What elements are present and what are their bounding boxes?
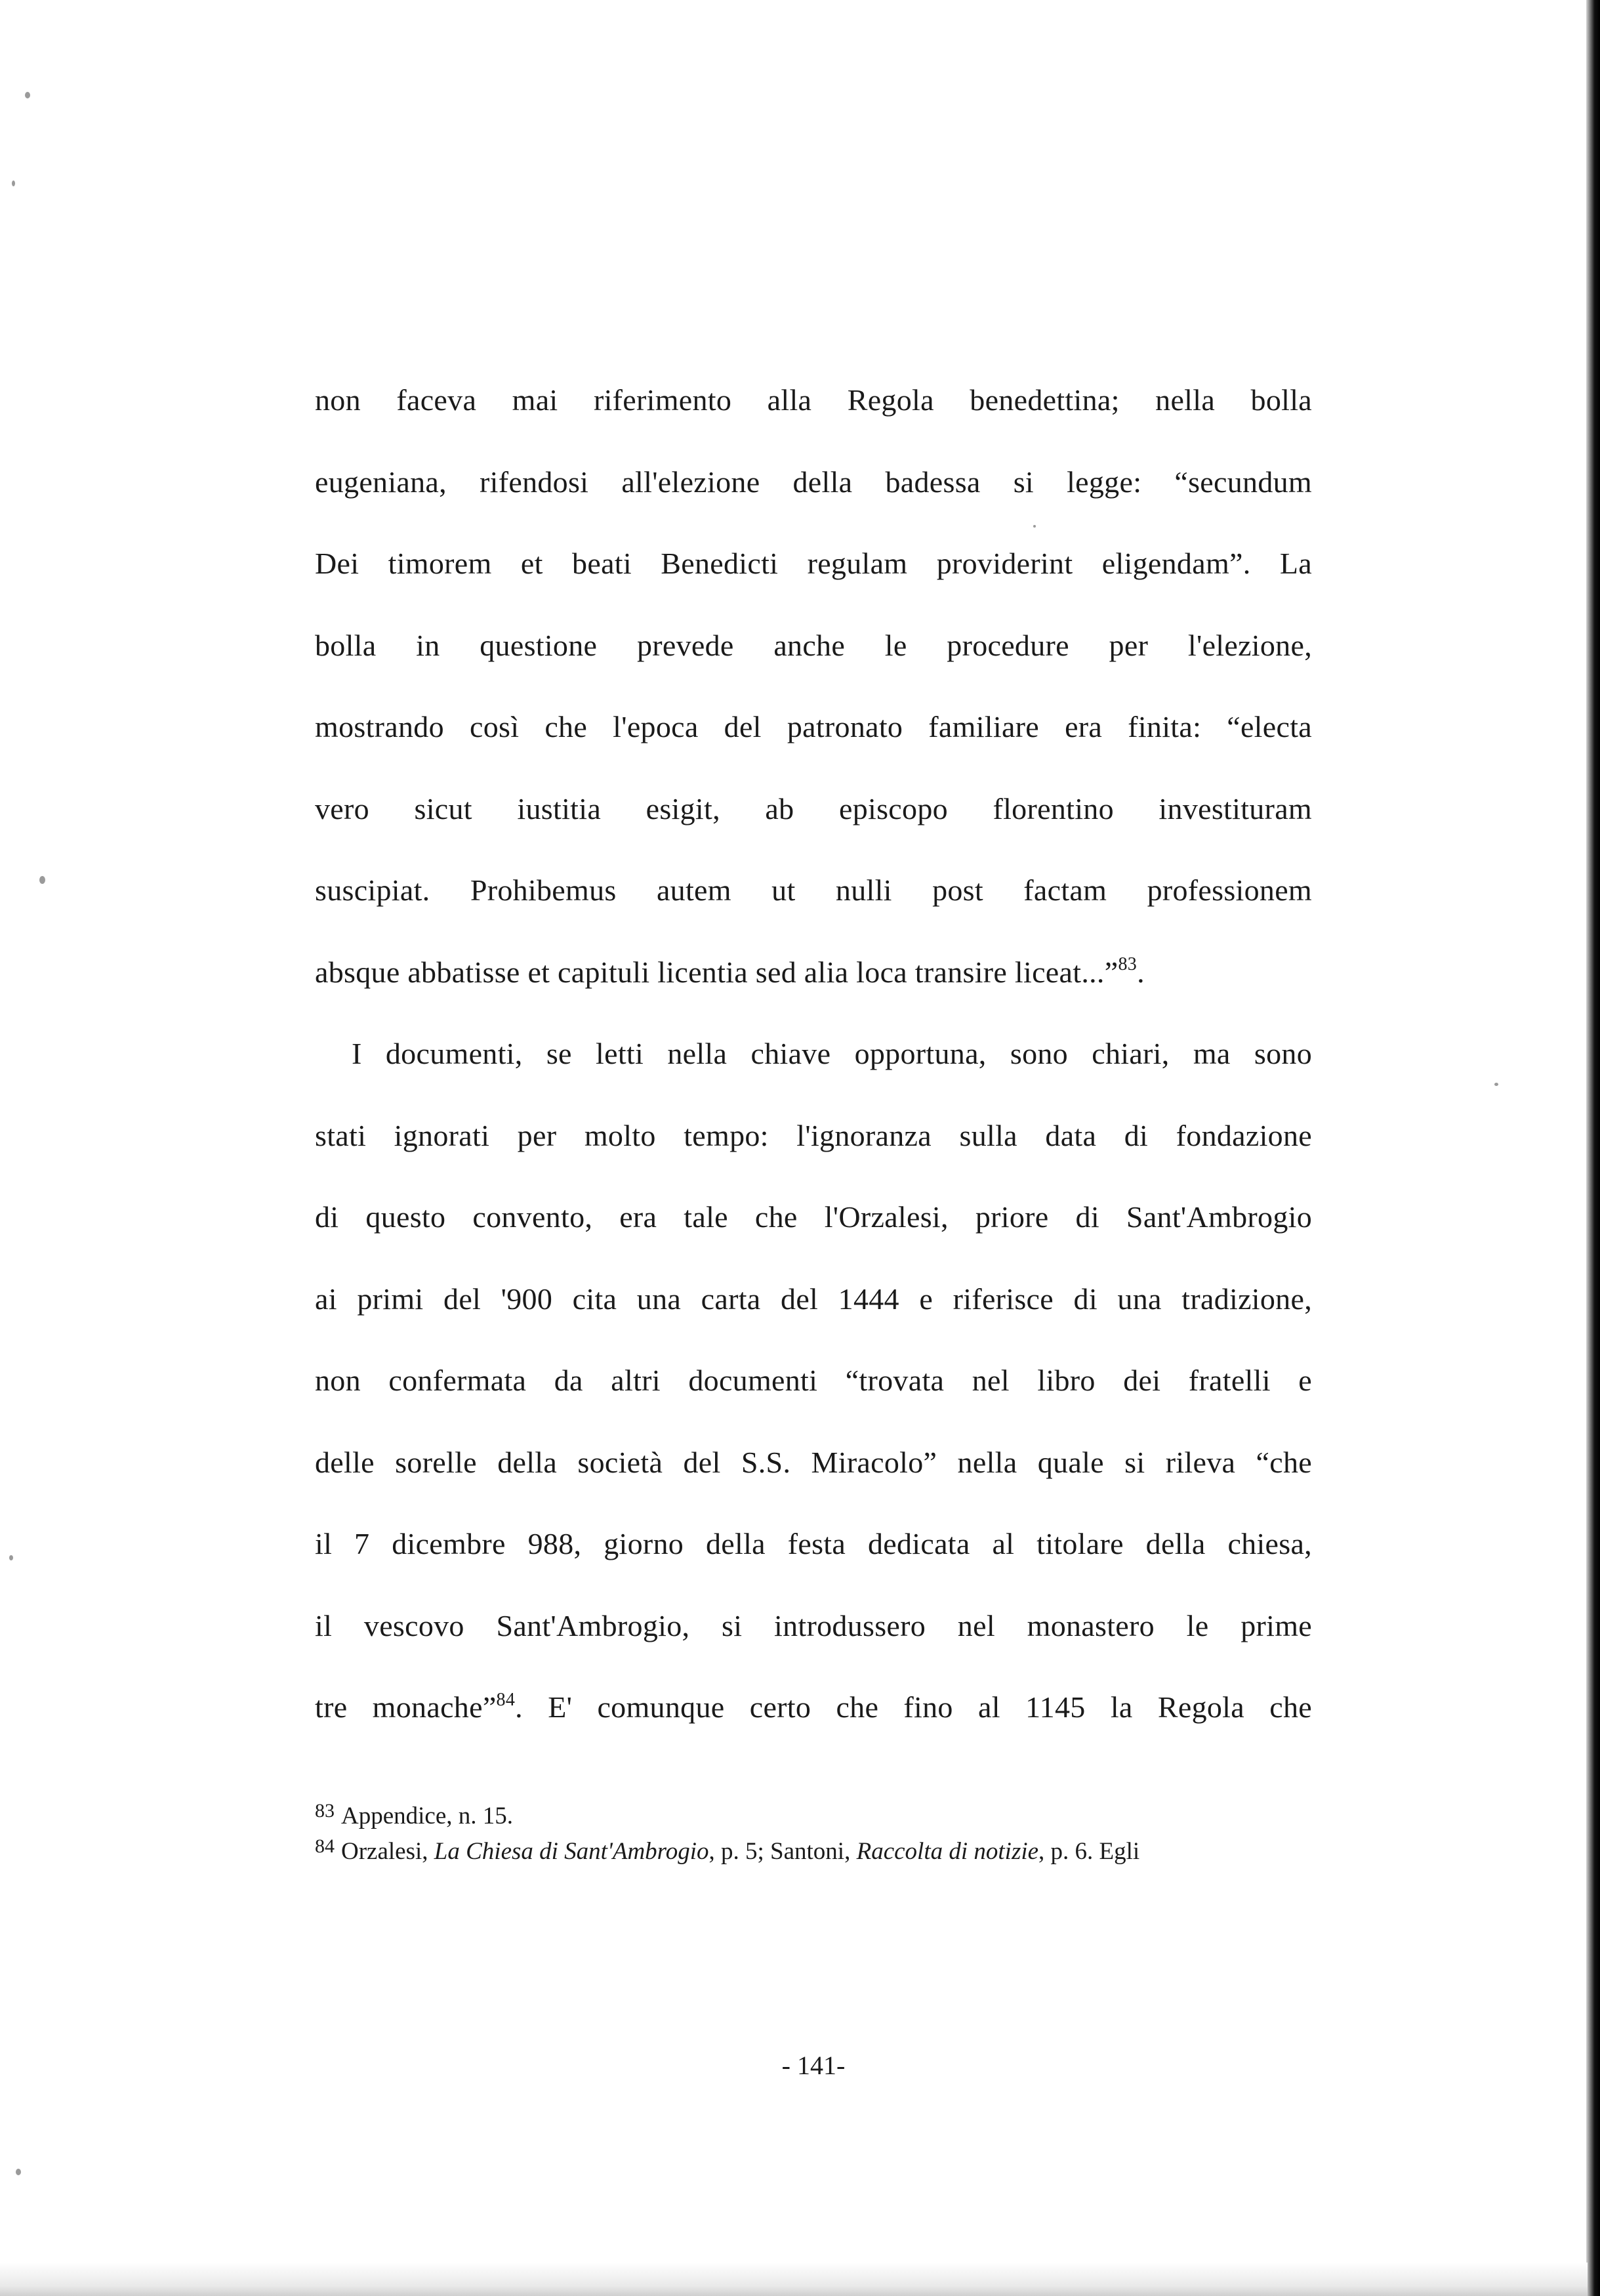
text-line: Dei timorem et beati Benedicti regulam providerint eligendam”. La <box>315 547 1312 580</box>
footnote-text: , p. 5; Santoni, <box>708 1838 857 1865</box>
text-line: non confermata da altri documenti “trovata nel libro dei fratelli e <box>315 1364 1312 1397</box>
text-line: il vescovo Sant'Ambrogio, si introdussero nel monastero le prime <box>315 1608 1312 1642</box>
scan-speck <box>12 180 15 186</box>
scan-edge-bottom <box>0 2263 1588 2296</box>
footnote-text: , p. 6. Egli <box>1038 1838 1140 1865</box>
scan-speck <box>39 876 45 884</box>
footnote-ref-83: 83 <box>1118 954 1138 975</box>
footnote-number: 84 <box>315 1835 335 1857</box>
footnote-text: Orzalesi, <box>341 1838 434 1865</box>
text-span: . E' comunque certo che fino al 1145 la Regola che <box>515 1690 1312 1724</box>
text-line: di questo convento, era tale che l'Orzalesi, priore di Sant'Ambrogio <box>315 1200 1312 1234</box>
text-line: stati ignorati per molto tempo: l'ignoranza sulla data di fondazione <box>315 1118 1312 1152</box>
scan-speck <box>25 92 30 98</box>
text-line <box>315 1686 1312 1768</box>
scan-speck <box>9 1555 13 1560</box>
footnote-number: 83 <box>315 1800 335 1822</box>
text-line: bolla in questione prevede anche le procedure per l'elezione, <box>315 628 1312 662</box>
text-span: absque abbatisse et capituli licentia sed alia loca transire liceat...” <box>315 955 1118 989</box>
footnote-text: Appendice, n. 15. <box>341 1803 514 1829</box>
scan-speck <box>16 2169 21 2175</box>
scan-edge-right <box>1586 0 1600 2296</box>
footnote-title: La Chiesa di Sant'Ambrogio <box>434 1838 709 1865</box>
text-line: delle sorelle della società del S.S. Miracolo” nella quale si rileva “che <box>315 1445 1312 1479</box>
text-line: vero sicut iustitia esigit, ab episcopo florentino investituram <box>315 791 1312 825</box>
text-line: suscipiat. Prohibemus autem ut nulli post factam professionem <box>315 873 1312 907</box>
text-line: ai primi del '900 cita una carta del 1444 e riferisce di una tradizione, <box>315 1282 1312 1316</box>
footnote-83 <box>315 1799 1312 1835</box>
body-text <box>315 379 1312 1768</box>
text-line: eugeniana, rifendosi all'elezione della badessa si legge: “secundum <box>315 465 1312 499</box>
text-line <box>315 951 1312 1033</box>
text-line: il 7 dicembre 988, giorno della festa dedicata al titolare della chiesa, <box>315 1527 1312 1560</box>
text-line: non faceva mai riferimento alla Regola benedettina; nella bolla <box>315 383 1312 417</box>
text-span: tre monache” <box>315 1690 497 1724</box>
footnote-title: Raccolta di notizie <box>856 1838 1039 1865</box>
footnote-84 <box>315 1835 1312 1870</box>
footnote-ref-84: 84 <box>496 1689 516 1710</box>
text-line: I documenti, se letti nella chiave opportuna, sono chiari, ma sono <box>352 1037 1312 1070</box>
scan-speck <box>1494 1083 1498 1086</box>
text-span: . <box>1137 955 1145 989</box>
text-line: mostrando così che l'epoca del patronato familiare era finita: “electa <box>315 710 1312 743</box>
footnotes <box>315 1799 1312 1870</box>
page-number: - 141- <box>781 2051 846 2080</box>
